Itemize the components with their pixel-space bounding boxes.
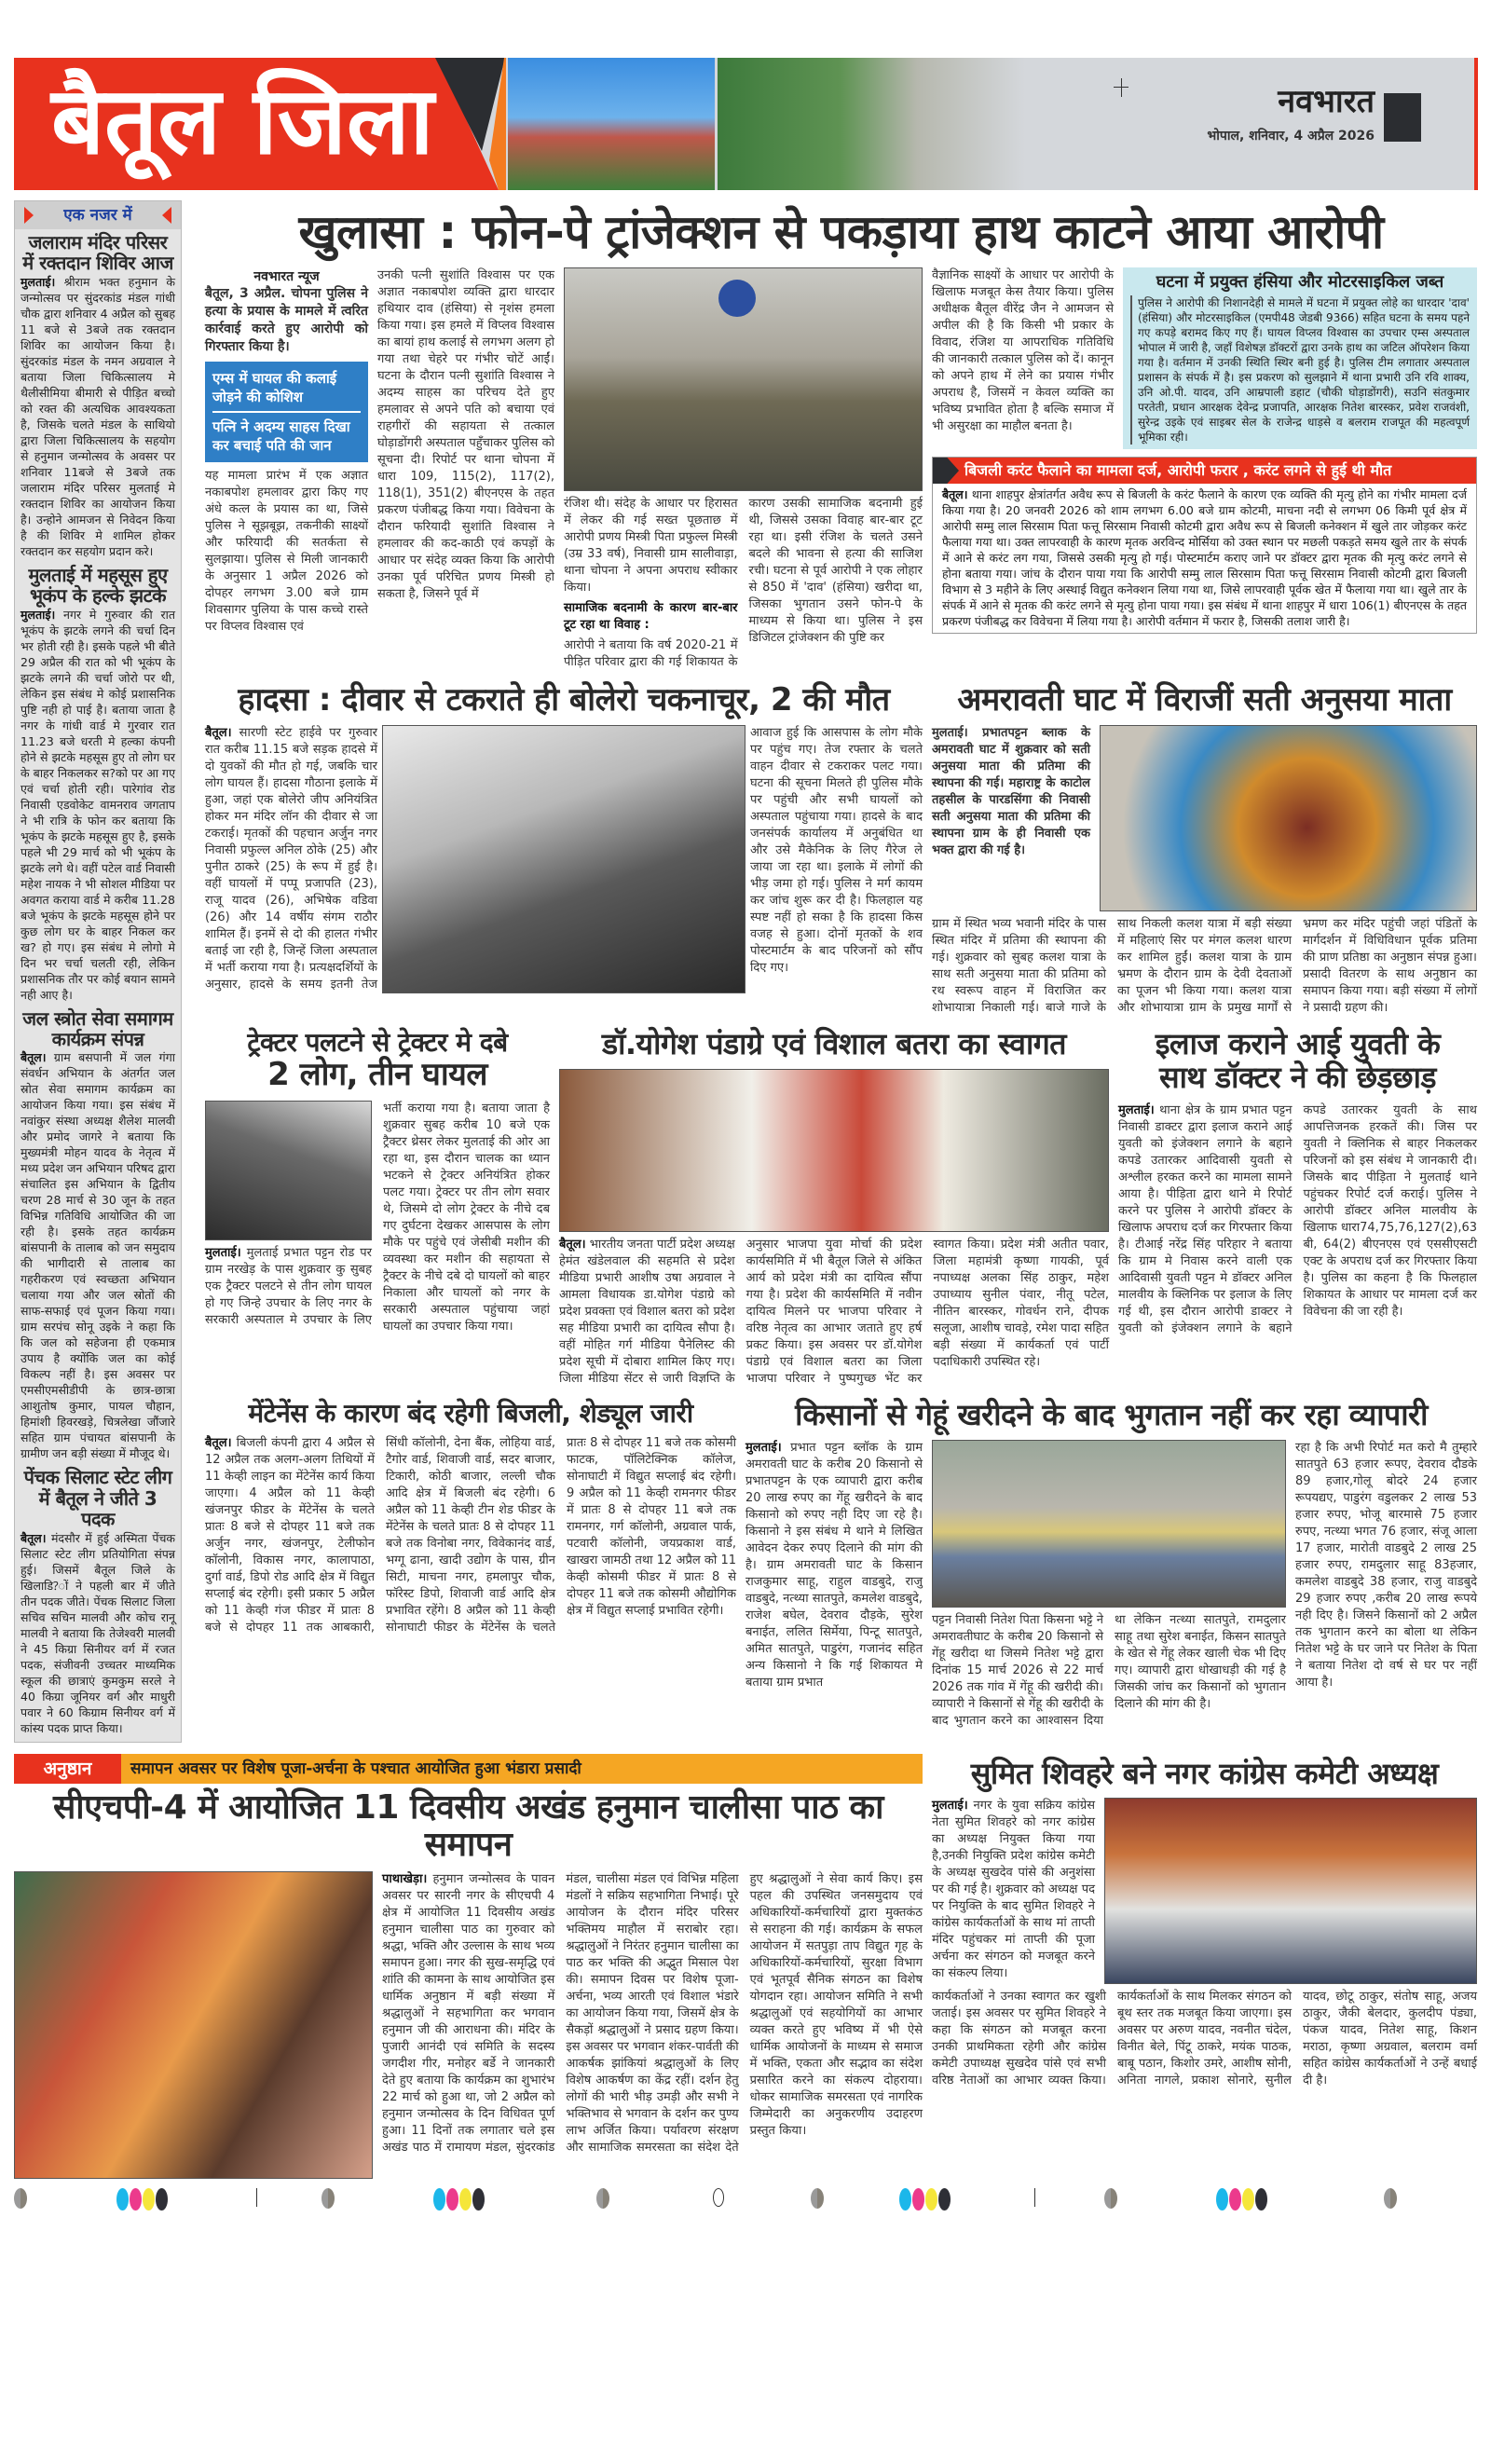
dateline: बैतूल। [21, 1530, 47, 1545]
maintenance-body [205, 1435, 736, 1636]
sidebar-story [21, 565, 175, 1003]
lead-headline: खुलासा : फोन-पे ट्रांजेक्शन से पकड़ाया हाथ काटने आया आरोपी [298, 205, 1384, 259]
dateline: मुलताई। [21, 607, 56, 622]
current-story-body: थाना शाहपुर क्षेत्रांतर्गत अवैध रूप से बिजली के करंट फैलाने के कारण एक व्यक्ति की मृत्यु होने का गंभीर मामला दर्ज किया गया है। 20 जनवरी 2026 को शाम लगभग 6.00 बजे ग्राम कोटमी, माचना नदी से लगभग 06 किमी पूर्व क्षेत्र में आरोपी सम्मु लाल सिरसाम पिता फत्तू सिरसाम निवासी कोटमी द्वारा अवैध रूप से बिजली कनेक्शन में खुले तार जोड़कर करंट फैलाया गया था। उक्त लापरवाही के कारण मृतक अरविन्द मोर्सिया को उक्त स्थान पर मछली पकड़ते समय खुले तार के संपर्क में आने से करंट लग गया, जिससे उसकी मृत्यु हो गई। पोस्टमार्टम कराए जाने पर डॉक्टर द्वारा मृतक की मृत्यु करंट लगने से होना बताया गया। जांच के दौरान पाया गया कि आरोपी सम्मु लाल सिरसाम पिता फत्तू सिरसाम निवासी कोटमी द्वारा बिजली विभाग से 3 महीने के लिए अस्थाई विद्युत कनेक्शन लिया गया था, जिसे लापरवाही पूर्वक खेत में फैलाया गया था। खुले तार के संपर्क में आने से मृतक की करंट लगने से मृत्यु होना पाया गया। इस संबंध में थाना शाहपुर में धारा 106(1) बीएनएस के तहत प्रकरण पंजीबद्ध कर विवेचना में लिया गया है। आरोपी वर्तमान में फरार है, जिसकी तलाश जारी है। [942, 487, 1467, 628]
dateline: बैतूल। [205, 1436, 232, 1451]
doctor-body [1118, 1102, 1477, 1337]
paper-name: नवभारत [1278, 83, 1375, 120]
amravati-body: ग्राम में स्थित भव्य भवानी मंदिर के पास स्थित मंदिर में प्रतिमा की स्थापना की गई। शुक्रवार को सुबह कलश यात्रा के साथ सती अनुसया माता की प्रतिमा को रथ स्वरूप वाहन में विराजित कर शोभायात्रा निकाली गई। बाजे गाजे के साथ निकली कलश यात्रा में बड़ी संख्या में महिलाएं सिर पर मंगल कलश धारण कर शामिल हुईं। कलश यात्रा के ग्राम भ्रमण के दौरान ग्राम के देवी देवताओं का पूजन भी किया गया। कलश यात्रा और शोभायात्रा ग्राम के प्रमुख मार्गों से भ्रमण कर मंदिर पहुंची जहां पंडितों के मार्गदर्शन में विधिविधान पूर्वक प्रतिमा की प्राण प्रतिष्ठा का अनुष्ठान संपन्न हुआ। प्रसादी वितरण के साथ अनुष्ठान का समापन किया गया। बड़ी संख्या में लोगों ने प्रसादी ग्रहण की। [932, 917, 1477, 1016]
tractor-headline-2: 2 लोग, तीन घायल [267, 1056, 487, 1094]
accident-story [205, 682, 923, 993]
callout-line-2: पत्नि ने अदम्य साहस दिखा कर बचाई पति की जान [212, 418, 350, 454]
story1-col-a [205, 267, 368, 636]
current-story-headline: बिजली करंट फैलाने का मामला दर्ज, आरोपी फरार , करंट लगने से हुई थी मौत [964, 461, 1392, 479]
banner-text: समापन अवसर पर विशेष पूजा-अर्चना के पश्चात आयोजित हुआ भंडारा प्रसादी [130, 1759, 581, 1778]
ritual-banner [14, 1754, 923, 1784]
sidebar-headline: मुलताई में महसूस हुए भूकंप के हल्के झटके [28, 563, 168, 608]
dateline: बैतूल। [205, 726, 232, 741]
chp-body [382, 1871, 923, 2156]
masthead-red-edge [1474, 58, 1478, 190]
cmyk-dots-icon [433, 2188, 486, 2214]
sidebar-body: श्रीराम भक्त हनुमान के जन्मोत्सव पर सुंदरकांड मंडल गांधी चौक द्वारा शनिवार 4 अप्रैल को सुबह 11 बजे से 3बजे तक रक्तदान शिविर का आयोजन किया है। सुंदरकांड मंडल के नमन अग्रवाल ने बताया जिला चिकित्सालय मे थैलीसीमिया बीमारी से पीड़ित बच्चो को रक्त की अत्यधिक आवश्यकता है, जिसके चलते मंडल के साथियो द्वारा जिला चिकित्सालय के सहयोग से हनुमान जन्मोत्सव के अवसर पर शनिवार 11बजे से 3बजे तक जलाराम मंदिर परिसर मुलताई मे रक्तदान शिविर का आयोजन किया है। उन्होने आमजन से निवेदन किया है की शिविर मे शामिल होकर रक्तदान कर सहयोग प्रदान करे। [21, 274, 175, 558]
cmyk-dots-icon [1216, 2188, 1268, 2214]
crosshair-icon [256, 2188, 257, 2207]
temple-photo [508, 58, 715, 190]
tractor-story [205, 1028, 550, 1335]
dateline: पाथाखेड़ा। [382, 1872, 428, 1887]
doctor-headline-1: इलाज कराने आई युवती के [1155, 1026, 1441, 1062]
grey-dot-icon [1104, 2188, 1117, 2209]
dateline: बैतूल। [21, 1050, 47, 1065]
farmers-body-a-text: प्रभात पट्टन ब्लॉक के ग्राम अमरावती घाट के करीब 20 किसानो से प्रभातपट्टन के एक व्यापारी द्वारा करीब 20 लाख रुपए का गेंहू खरीदने के बाद किसानो को रुपए नही दिए जा रहे है। किसानो ने इस संबंध मे थाने मे लिखित आवेदन देकर रुपए दिलाने की मांग की है। ग्राम अमरावती घाट के किसान राजकुमार साहू, राहुल वाडबुदे, राजु वाडबुदे, नत्थ्या सातपुते, कमलेश वाडबुदे, राजेश बघेल, देवराव दौड़के, सुरेश बनाईत, ललित सिर्मेया, पिन्टू सातपुते, अमित सातपुते, पाडुरंग, गजानंद सहित अन्य किसानो ने कि गई शिकायत मे बताया ग्राम प्रभात [746, 1440, 923, 1690]
edition-dateline: भोपाल, शनिवार, 4 अप्रैल 2026 [1207, 129, 1375, 144]
arrow-left-icon [162, 207, 171, 224]
farmers-group-photo [932, 1440, 1286, 1608]
section-title: बैतूल जिला [51, 66, 434, 175]
paper-logo-block [1384, 93, 1421, 142]
dateline: मुलताई। [1118, 1102, 1155, 1117]
grey-dot-icon [14, 2188, 27, 2209]
yogesh-body-text: भारतीय जनता पार्टी प्रदेश अध्यक्ष हेमंत खंडेलवाल की सहमति से प्रदेश मीडिया प्रभारी आशीष उषा अग्रवाल ने आमला विधायक डा.योगेश पंडाग्रे को प्रदेश प्रवक्ता एवं विशाल बतरा को प्रदेश सह मीडिया प्रभारी का दायित्व सौपा है। वहीं मोहित गर्ग मीडिया पैनेलिस्ट की प्रदेश सूची में दोबारा शामिल किए गए। जिला मीडिया सेंटर से जारी विज्ञप्ति के अनुसार भाजपा युवा मोर्चा की प्रदेश कार्यसमिति में भी बैतूल जिले से अंकित आर्य को प्रदेश मंत्री का दायित्व सौंपा गया है। प्रदेश की कार्यसमिति में नवीन दायित्व मिलने पर भाजपा परिवार ने वरिष्ठ नेतृत्व का आभार जताते हुए हर्ष प्रकट किया। इस अवसर पर डॉ.योगेश पंडाग्रे एवं विशाल बतरा का जिला भाजपा परिवार ने पुष्पगुच्छ भेंट कर स्वागत किया। प्रदेश मंत्री अतीत पवार, जिला महामंत्री कृष्णा गायकी, पूर्व नपाध्यक्ष अलका सिंह ठाकुर, महेश उपाध्याय सुनील पंवार, नीतू पटेल, नीतिन बारस्कर, गोवर्धन राने, दीपक सलूजा, आशीष चावड़े, रमेश पादा सहित बड़ी संख्या में कार्यकर्ता एवं पार्टी पदाधिकारी उपस्थित रहे। [559, 1237, 1109, 1386]
cmyk-dots-icon [116, 2188, 169, 2214]
story1-col-c [564, 267, 923, 671]
bottom-section [14, 1754, 1477, 2180]
chp-body-text: हनुमान जन्मोत्सव के पावन अवसर पर सारनी नगर के सीएचपी 4 क्षेत्र में आयोजित 11 दिवसीय अखंड हनुमान चालीसा पाठ का गुरुवार को श्रद्धा, भक्ति और उल्लास के साथ भव्य समापन हुआ। नगर की सुख-समृद्धि एवं शांति की कामना के साथ आयोजित इस धार्मिक अनुष्ठान में बड़ी संख्या में श्रद्धालुओं ने सहभागिता कर भगवान हनुमान जी की आराधना की। मंदिर के पुजारी आनंदी एवं समिति के सदस्य जगदीश गीर, मनोहर बर्डे ने जानकारी देते हुए बताया कि कार्यक्रम का शुभारंभ 22 मार्च को हुआ था, जो 2 अप्रैल को हनुमान जन्मोत्सव के दिन विधिवत पूर्ण हुआ। 11 दिनों तक लगातार चले इस अखंड पाठ में रामायण मंडल, सुंदरकांड मंडल, चालीसा मंडल एवं विभिन्न महिला मंडलों ने सक्रिय सहभागिता निभाई। पूरे आयोजन के दौरान मंदिर परिसर भक्तिमय माहौल में सराबोर रहा। श्रद्धालुओं ने निरंतर हनुमान चालीसा का पाठ कर भक्ति की अद्भुत मिसाल पेश की। समापन दिवस पर विशेष पूजा-अर्चना, भव्य आरती एवं विशाल भंडारे का आयोजन किया गया, जिसमें क्षेत्र के सैकड़ों श्रद्धालुओं ने प्रसाद ग्रहण किया। इस अवसर पर भगवान शंकर-पार्वती की आकर्षक झांकियां श्रद्धालुओं के लिए विशेष आकर्षण का केंद्र रहीं। दर्शन हेतु लोगों की भारी भीड़ उमड़ी और सभी ने भक्तिभाव से भगवान के दर्शन कर पुण्य लाभ अर्जित किया। पर्यावरण संरक्षण और सामाजिक समरसता का संदेश देते हुए श्रद्धालुओं ने सेवा कार्य किए। इस पहल की उपस्थित जनसमुदाय एवं अधिकारियों-कर्मचारियों द्वारा मुक्तकंठ से सराहना की गई। कार्यक्रम के सफल आयोजन में सतपुड़ा ताप विद्युत गृह के अधिकारियों-कर्मचारियों, सुरक्षा विभाग एवं भूतपूर्व सैनिक संगठन का विशेष योगदान रहा। आयोजन समिति ने सभी श्रद्धालुओं एवं सहयोगियों का आभार व्यक्त करते हुए भविष्य में भी ऐसे धार्मिक आयोजनों के माध्यम से समाज में भक्ति, एकता और सद्भाव का संदेश प्रसारित करने का संकल्प दोहराया। धोकर सामाजिक समरसता एवं नागरिक जिम्मेदारी का अनुकरणीय उदाहरण प्रस्तुत किया। [382, 1872, 923, 2156]
yogesh-headline: डॉ.योगेश पंडाग्रे एवं विशाल बतरा का स्वागत [601, 1026, 1066, 1062]
anusaya-mata-photo [1100, 725, 1477, 911]
grey-dot-icon [321, 2188, 335, 2209]
target-icon [713, 2188, 724, 2207]
police-arrest-photo [564, 267, 923, 491]
arrow-right-icon [933, 458, 959, 484]
story1-body-c [564, 496, 923, 671]
hanuman-jhanki-photo [14, 1871, 373, 2179]
sidebar-headline: जलाराम मंदिर परिसर में रक्तदान शिविर आज [22, 231, 173, 275]
dateline: मुलताई। [746, 1440, 782, 1455]
story1-body-e: वैज्ञानिक साक्ष्यों के आधार पर आरोपी के खिलाफ मजबूत केस तैयार किया। पुलिस अधीक्षक बैतूल वीरेंद्र जैन ने आमजन से अपील की है कि किसी भी प्रकार के विवाद, रंजिश या आपराधिक गतिविधि की जानकारी तत्काल पुलिस को दें। कानून को अपने हाथ में लेने का प्रयास गंभीर अपराध है, जिसमें न केवल व्यक्ति का भविष्य प्रभावित होता है बल्कि समाज में भी असुरक्षा का माहौल बनता है। [932, 268, 1114, 433]
sidebar-body: नगर मे गुरुवार की रात भूकंप के झटके लगने की चर्चा दिन भर होती रही है। इसके पहले भी बीते 29 अप्रैल की रात को भी भूकंप के झटके लगने की चर्चा जोरो पर थी, लेकिन इस संबंध मे कोई प्रशासनिक पुष्टि नही हो पाई है। बताया जाता है नगर के गांधी वार्ड मे गुरवार रात 11.23 बजे धरती मे हल्का कंपनी होने से झटके महसूस हुए तो लोग घर के बाहर निकलकर स?को पर आ गए एवं चर्चा होती रही। पारेगांव रोड निवासी एडवोकेट वामनराव जगताप ने भी रात्रि के फोन कर बताया कि भूकंप के झटके महसूस हुए है, इसके पहले भी 29 मार्च को भी भूकंप के झटके लगे थे। वहीं पटेल वार्ड निवासी महेश नायक ने भी सोशल मीडिया पर अवगत कराया वार्ड मे करीब 11.28 बजे भूकंप के झटके महसूस होने पर कुछ लोग घर के बाहर निकल कर ख? हो गए। इस संबंध मे लोगो मे दिन भर चर्चा चलती रही, लेकिन प्रशासनिक तौर पर कोई बयान सामने नही आए है। [21, 607, 175, 1002]
sidebar-header [15, 201, 181, 229]
sidebar-story [21, 1008, 175, 1462]
accident-headline: हादसा : दीवार से टकराते ही बोलेरो चकनाचूर, 2 की मौत [238, 681, 890, 719]
banner-label: अनुष्ठान [14, 1754, 121, 1784]
congress-workers-photo [1104, 1798, 1477, 1984]
sidebar-story [21, 1467, 175, 1735]
sidebar-story [21, 232, 175, 559]
tractor-photo [205, 1101, 372, 1240]
row-3 [205, 1028, 1477, 1388]
crosshair-mark [1121, 78, 1122, 97]
maintenance-story [205, 1399, 736, 1636]
box-title: घटना में प्रयुक्त हंसिया और मोटरसाइकिल जब्त [1156, 272, 1444, 292]
story1-body-a: यह मामला प्रारंभ में एक अज्ञात नकाबपोश हमलावर द्वारा किए गए अंधे कत्ल के प्रयास का था, जिसे पुलिस ने सूझबूझ, तकनीकी साक्ष्यों और फरियादी की सतर्कता से सुलझाया। पुलिस से मिली जानकारी के अनुसार 1 अप्रैल 2026 को दोपहर लगभग 3.00 बजे ग्राम शिवसागर पुलिया के पास कच्चे रास्ते पर विप्लव विश्वास एवं [205, 469, 368, 634]
chp-headline: सीएचपी-4 में आयोजित 11 दिवसीय अखंड हनुमान चालीसा पाठ का समापन [52, 1787, 884, 1864]
fort-photo [718, 58, 1025, 190]
welcome-ceremony-photo [559, 1069, 1109, 1232]
dateline: मुलताई। [932, 1799, 968, 1814]
sumit-body-a [932, 1798, 1095, 1982]
sidebar-body: मंदसौर में हुई अस्मिता पेंचक सिलाट स्टेट लीग प्रतियोगिता संपन्न हुई। जिसमें बैतूल जिले के खिलाडि?ों ने पहली बार में जीते तीन पदक जीते। पेंचक सिलाट जिला सचिव सचिन मालवी और कोच रानू मालवी ने बताया कि तेजेश्वरी मालवी ने 45 किग्रा सिनीयर वर्ग में रजत पदक, संजीवनी उच्चतर माध्यमिक स्कूल की छात्राएं कुमकुम सरले ने 40 किग्रा जूनियर वर्ग और माधुरी पवार ने 60 किग्राम सिनीयर वर्ग में कांस्य पदक प्राप्त किया। [21, 1530, 175, 1735]
grey-dot-icon [811, 2188, 824, 2209]
dateline: बैतूल। [559, 1237, 586, 1252]
registration-marks [14, 2188, 1477, 2212]
row-1 [205, 267, 1477, 671]
grey-dot-icon [1384, 2188, 1397, 2209]
box-body: पुलिस ने आरोपी की निशानदेही से मामले में घटना में प्रयुक्त लोहे का धारदार 'दाव' (हंसिया) और मोटरसाइकिल (एमपी48 जेडबी 9366) सहित घटना के समय पहने गए कपड़े बरामद किए गए हैं। घायल विप्लव विश्वास का उपचार एम्स अस्पताल भोपाल में जारी है, जहाँ विशेषज्ञ डॉक्टरों द्वारा उनके हाथ का जटिल ऑपरेशन किया गया है। वर्तमान में उनकी स्थिति स्थिर बनी हुई है। पुलिस टीम लगातार अस्पताल प्रशासन के संपर्क में है। इस प्रकरण को सुलझाने में थाना प्रभारी उनि रवि शाक्य, उनि ओ.पी. यादव, उनि आम्रपाली डहाट (चौकी घोड़ाडोंगरी), सउनि संतकुमार परतेती, प्रधान आरक्षक देवेन्द्र प्रजापति, आरक्षक नितेश बारस्कर, प्रवेश राजवंशी, सुरेन्द्र उइके एवं साइबर सेल के राजेन्द्र धाड़से व बलराम राजपूत की महत्वपूर्ण भूमिका रही। [1130, 295, 1470, 445]
story1-byline: नवभारत न्यूज [253, 269, 320, 284]
maintenance-headline: मेंटेनेंस के कारण बंद रहेगी बिजली, शेड्यूल जारी [248, 1397, 693, 1429]
farmers-body-b: पट्टन निवासी नितेश पिता किसना भट्टे ने अमरावतीघाट के करीब 20 किसानो से गेंहू खरीदा था जिसमे नितेश भट्टे द्वारा दिनांक 15 मार्च 2026 से 22 मार्च 2026 तक गांव में गेंहू की खरीदी की। व्यापारी ने किसानों से गेंहू की खरीदी के बाद भुगतान करने का आश्वासन दिया था लेकिन नत्थ्या सातपुते, रामदुलार साहू तथा सुरेश बनाईत, किसन सातपुते के खेत से गेंहू लेकर खाली चेक भी दिए गए। व्यापारी द्वारा धोखाधड़ी की गई है जिसकी जांच कर किसानों को भुगतान दिलाने की मांग की है। [932, 1612, 1286, 1728]
sumit-headline: सुमित शिवहरे बने नगर कांग्रेस कमेटी अध्यक्ष [970, 1755, 1439, 1791]
row-2 [205, 682, 1477, 1017]
grey-dot-icon [596, 2188, 609, 2209]
story1-body-b: उनकी पत्नी सुशांति विश्वास पर एक अज्ञात नकाबपोश व्यक्ति द्वारा धारदार हथियार दाव (हंसिया) से नृशंस हमला किया गया। इस हमले में विप्लव विश्वास का बायां हाथ कलाई से लगभग अलग हो गया तथा चेहरे पर गंभीर चोटें आईं। घटना के दौरान पत्नी सुशांति विश्वास ने अदम्य साहस का परिचय देते हुए हमलावर से अपने पति को बचाया एवं राहगीरों की सहायता से तत्काल घोड़ाडोंगरी अस्पताल पहुँचाकर पुलिस को सूचना दी। रिपोर्ट पर थाना चोपना में धारा 109, 115(2), 117(2), 118(1), 351(2) बीएनएस के तहत प्रकरण पंजीबद्ध किया गया। विवेचना के दौरान फरियादी सुशांति विश्वास ने हमलावर की कद-काठी एवं कपड़ों के आधार पर संदेह व्यक्त किया कि आरोपी उनका पूर्व परिचित प्रणय मिस्त्री हो सकता है, जिसने पूर्व में [377, 268, 554, 601]
arrow-right-icon [24, 207, 34, 224]
story1-callout [205, 362, 368, 462]
story1-body-d: आरोपी ने बताया कि वर्ष 2020-21 में पीड़ित परिवार द्वारा की गई शिकायत के कारण उसकी सामाजिक बदनामी हुई थी, जिससे उसका विवाह बार-बार टूट रहा था। इसी रंजिश के चलते उसने बदले की भावना से हत्या की साजिश रची। घटना से पूर्व आरोपी ने एक लोहार से 850 में 'दाव' (हंसिया) खरीदा था, जिसका भुगतान उसने फोन-पे के माध्यम से किया था। पुलिस ने इस डिजिटल ट्रांजेक्शन की पुष्टि कर [564, 497, 923, 669]
amravati-headline: अमरावती घाट में विराजीं सती अनुसया माता [957, 681, 1452, 719]
maintenance-body-text: बिजली कंपनी द्वारा 4 अप्रैल से 12 अप्रैल तक अलग-अलग तिथियों में 11 केव्ही लाइन का मेंटेनेंस कार्य किया जाएगा। 4 अप्रैल को 11 केव्ही खंजनपुर फीडर के मेंटेनेंस के चलते प्रातः 8 बजे से दोपहर 11 बजे तक अर्जुन नगर, खंजनपुर, टेलीफोन कॉलोनी, विकास नगर, कालापाठा, दुर्गा वार्ड, डिपो रोड आदि क्षेत्र में विद्युत सप्लाई बंद रहेगी। इसी प्रकार 5 अप्रैल को 11 केव्ही गंज फीडर में प्रातः 8 बजे से दोपहर 11 तक आबकारी, सिंधी कॉलोनी, देना बैंक, लोहिया वार्ड, टैगोर वार्ड, शिवाजी वार्ड, सदर बाजार, टिकारी, कोठी बाजार, लल्ली चौक आदि क्षेत्र में बिजली बंद रहेगी। 6 अप्रैल को 11 केव्ही टीन शेड फीडर के मेंटेनेंस के चलते प्रातः 8 से दोपहर 11 बजे तक विनोबा नगर, विवेकानंद वार्ड, भग्गू ढाना, खादी उद्योग के पास, ग्रीन सिटी, माचना नगर, हमलापुर चौक, फॉरेस्ट डिपो, शिवाजी वार्ड आदि क्षेत्र प्रभावित रहेंगे। 8 अप्रैल को 11 केव्ही सोनाघाटी फीडर के मेंटेनेंस के चलते प्रातः 8 से दोपहर 11 बजे तक कोसमी फाटक, पॉलिटेक्निक कॉलेज, सोनाघाटी में विद्युत सप्लाई बंद रहेगी। 9 अप्रैल को 11 केव्ही रामनगर फीडर में प्रातः 8 से दोपहर 11 बजे तक रामनगर, गर्ग कॉलोनी, अग्रवाल पार्क, पटवारी कॉलोनी, जयप्रकाश वार्ड, खाखरा जामठी तथा 12 अप्रैल को 11 केव्ही कोसमी फीडर में प्रातः 8 से दोपहर 11 बजे तक कोसमी औद्योगिक क्षेत्र में विद्युत सप्लाई प्रभावित रहेगी। [205, 1436, 736, 1636]
tractor-body [205, 1101, 550, 1335]
sidebar-header-label: एक नजर में [63, 206, 132, 225]
tractor-body-text: मुलताई प्रभात पट्टन रोड पर ग्राम नरखेड़ के पास शुक्रवार कु सुबह एक ट्रैक्टर पलटने से तीन लोग घायल हो गए जिन्हे उपचार के लिए नगर के सरकारी अस्पताल मे उपचार के लिए भर्ती कराया गया है। बताया जाता है शुक्रवार सुबह करीब 10 बजे एक ट्रैक्टर थ्रेसर लेकर मुलताई की ओर आ रहा था, इस दौरान चालक का ध्यान भटकने से ट्रेक्टर अनियंत्रित होकर पलट गया। ट्रेक्टर पर तीन लोग सवार थे, जिसमे दो लोग ट्रेक्टर के नीचे दब गए दुर्घटना देखकर आसपास के लोग मौके पर पहुंचे एवं जेसीबी मशीन की व्यवस्था कर मशीन की सहायता से ट्रैक्टर के नीचे दबे दो घायलों को बाहर निकाला और घायलों को नगर के सरकारी अस्पताल पहुंचाया जहां घायलों का उपचार किया गया। [205, 1101, 550, 1334]
yogesh-body [559, 1237, 1109, 1388]
wrecked-bolero-photo [382, 725, 746, 993]
police-logo-icon [718, 280, 756, 317]
callout-line-1: एम्स में घायल की कलाई जोड़ने की कोशिश [212, 369, 361, 413]
doctor-headline-2: साथ डॉक्टर ने की छेड़छाड़ [1158, 1059, 1436, 1095]
crosshair-mark-h [1114, 87, 1129, 88]
tractor-headline-1: ट्रेक्टर पलटने से ट्रेक्टर मे दबे [247, 1027, 508, 1059]
sumit-body-a-text: नगर के युवा सक्रिय कांग्रेस नेता सुमित शिवहरे को नगर कांग्रेस का अध्यक्ष नियुक्त किया गया है,उनकी नियुक्ति प्रदेश कांग्रेस कमेटी के अध्यक्ष सुखदेव पांसे की अनुशंसा पर की गई है। शुक्रवार को अध्यक्ष पद पर नियुक्ति के बाद सुमित शिवहरे ने कांग्रेस कार्यकर्ताओं के साथ मां ताप्ती मंदिर पहुंचकर मां ताप्ती की पूजा अर्चना कर संगठन को मजबूत करने का संकल्प लिया। [932, 1799, 1095, 1981]
dateline: बैतूल। [942, 487, 968, 501]
crosshair-icon [1034, 2188, 1035, 2207]
sidebar-headline: पेंचक सिलाट स्टेट लीग में बैतूल ने जीते 3 पदक [23, 1466, 172, 1531]
amravati-story [932, 682, 1477, 1017]
sidebar-headline: जल स्त्रोत सेवा समागम कार्यक्रम संपन्न [22, 1006, 173, 1050]
cmyk-dots-icon [899, 2188, 951, 2214]
masthead [14, 58, 1478, 190]
sidebar-body: ग्राम बसपानी में जल गंगा संवर्धन अभियान के अंतर्गत जल स्रोत सेवा समागम कार्यक्रम का आयोजन किया गया। इस संबंध में नवांकुर संस्था अध्यक्ष शैलेश मालवी और प्रमोद जागरे ने बताया कि मुख्यमंत्री मोहन यादव के नेतृत्व में मध्य प्रदेश जन अभियान परिषद द्वारा संचालित इस अभियान के द्वितीय चरण 28 मार्च से 30 जून के तहत विभिन्न गतिविधि आयोजित की जा रही है। इसके तहत कार्यक्रम बांसपानी के तालाब को जन समुदाय की भागीदारी से तालाब का गहरीकरण एवं स्वच्छता अभियान चलाया गया और जल स्रोतों की साफ-सफाई एवं पूजन किया गया। ग्राम सरपंच सोनू उइके ने कहा कि कि जल को सहेजना ही एकमात्र उपाय है क्योंकि जल का कोई विकल्प नहीं है। इस अवसर पर एमसीएमसीडीपी के छात्र-छात्रा आशुतोष कुमार, पायल चौहान, हिमांशी हिवरखड़े, चित्रलेखा जौंजारे सहित ग्राम पंचायत बांसपानी के ग्रामीण जन बड़ी संख्या में मौजूद थे। [21, 1050, 175, 1461]
story1-subhead: सामाजिक बदनामी के कारण बार-बार टूट रहा था विवाह : [564, 601, 738, 632]
accident-text-wrap [205, 725, 923, 993]
accident-body-text: सारणी स्टेट हाईवे पर गुरुवार रात करीब 11.15 बजे सड़क हादसे में दो युवकों की मौत हो गई, जबकि चार लोग घायल हैं। हादसा गौठाना इलाके में हुआ, जहां एक बोलेरो जीप अनियंत्रित होकर मन मंदिर लॉन की दीवार से जा टकराई। मृतकों की पहचान अर्जुन नगर निवासी प्रफुल्ल अनिल ठोके (25) और पुनीत ठाकरे (25) के रूप में हुई है। वहीं घायलों में पप्पू प्रजापति (23), राजू यादव (26), अभिषेक वडिवा (26) और 14 वर्षीय संगम राठौर शामिल हैं। इनमें से दो की हालत गंभीर बताई जा रही है, जिन्हें जिला अस्पताल में भर्ती कराया गया है। प्रत्यक्षदर्शियों के अनुसार, हादसे के समय इतनी तेज आवाज हुई कि आसपास के लोग मौके पर पहुंच गए। तेज रफ्तार के चलते वाहन दीवार से टकराकर पलट गया। घटना की सूचना मिलते ही पुलिस मौके पर पहुंची और सभी घायलों को अस्पताल पहुंचाया गया। हादसे के बाद जनसंपर्क कार्यालय में अनुबंधित था और उसे मैकेनिक के लिए गैरेज ले जाया जा रहा था। इलाके में लोगों की भीड़ जमा हो गई। पुलिस ने मर्ग कायम कर जांच शुरू कर दी है। फिलहाल यह स्पष्ट नहीं हो सका है कि हादसा किस वजह से हुआ। दोनों मृतकों के शव पोस्टमार्टम के बाद परिजनों को सौंप दिए गए। [205, 726, 923, 992]
current-story-bar [933, 458, 1476, 484]
sumit-body-b: कार्यकर्ताओं ने उनका स्वागत कर खुशी जताई। इस अवसर पर सुमित शिवहरे ने कहा कि संगठन को मजबूत करना उनकी प्राथमिकता रहेगी और कांग्रेस कमेटी उपाध्यक्ष सुखदेव पांसे एवं सभी वरिष्ठ नेताओं का आभार व्यक्त किया। कार्यकर्ताओं के साथ मिलकर संगठन को बूथ स्तर तक मजबूत किया जाएगा। इस अवसर पर अरुण यादव, नवनीत चंदेल, विनीत बेले, पिंटू ठाकरे, मयंक पाठक, बाबू पठान, किशोर उमरे, आशीष सोनी, अनिता नागले, प्रकाश सोनारे, सुनील यादव, छोटू ठाकुर, संतोष साहू, अजय ठाकुर, जैकी बेलदार, कुलदीप पंड्या, पंकज यादव, नितेश साहू, किशन मराठा, कृष्णा अग्रवाल, बलराम वर्मा सहित कांग्रेस कार्यकर्ताओं ने उन्हें बधाई दी है। [932, 1990, 1477, 2088]
seized-items-box [1123, 267, 1477, 449]
farmers-body-c: रहा है कि अभी रिपोर्ट मत करो मै तुम्हारे सातपुते 63 हजार रूपए, देवराव दौडके 89 हजार,गोलू बोदरे 24 हजार रूपयद्यए, पाडुरंग वडुलकर 2 लाख 53 हजार रुपए, भोजू बारमासे 75 हजार रुपए, नत्थ्या भगत 76 हजार, संजू आला 17 हजार, मारोती वाडबुदे 2 लाख 25 हजार रुपए, रामदुलार साहू 83हजार, कमलेश वाडबुदे 38 हजार, राजु वाडबुदे 29 हजार रुपए ,करीब 20 लाख रूपये नही दिए है। जिसने किसानों को 2 अप्रैल तक भुगतान करने का बोला था लेकिन नितेश भट्टे के घर जाने पर नितेश के पिता ने बताया नितेश दो वर्ष से घर पर नहीं आया है। [1295, 1440, 1477, 1690]
main-content [205, 200, 1477, 1730]
story1-right [932, 267, 1477, 634]
story1-lead: बैतूल, 3 अप्रैल. चोपना पुलिस ने हत्या के प्रयास के मामले में त्वरित कार्रवाई करते हुए आरोपी को गिरफ्तार किया है। [205, 286, 368, 354]
chp-story [14, 1754, 923, 2180]
farmers-story [746, 1396, 1477, 1730]
amravati-lead: मुलताई। प्रभातपट्टन ब्लाक के अमरावती घाट में शुक्रवार को सती अनुसया माता की प्रतिमा की स्थापना की गई। महाराष्ट्र के काटोल तहसील के पारडसिंगा की निवासी सती अनुसया माता की प्रतिमा की स्थापना ग्राम के ही निवासी एक भक्त द्वारा की गई है। [932, 726, 1090, 858]
row-4 [205, 1396, 1477, 1730]
story1-body-c-text: रंजिश थी। संदेह के आधार पर हिरासत में लेकर की गई सख्त पूछताछ में आरोपी प्रणय मिस्त्री पिता प्रफुल्ल मिस्त्री (उम्र 33 वर्ष), निवासी ग्राम सालीवाड़ा, थाना चोपना ने अपना अपराध स्वीकार किया। [564, 497, 738, 595]
doctor-body-text: थाना क्षेत्र के ग्राम प्रभात पट्टन निवासी डाक्टर द्वारा इलाज कराने आई युवती को इंजेक्शन लगाने के बहाने कपडे उतारकर आदिवासी युवती से अश्लील हरकत करने का मामला सामने आया है। पीड़िता द्वारा थाने मे रिपोर्ट करने पर पुलिस ने आरोपी डॉक्टर के खिलाफ अपराध दर्ज कर गिरफ्तार किया है। टीआई नरेंद्र सिंह परिहार ने बताया कि ग्राम मे निवास करने वाली एक आदिवासी युवती पट्टन मे डॉक्टर अनिल मालवीय के क्लिनिक पर इलाज के लिए गई थी, इस दौरान आरोपी डाक्टर ने युवती को इंजेक्शन लगाने के बहाने कपडे उतारकर युवती के साथ आपत्तिजनक हरकतें की। जिस पर युवती ने क्लिनिक से बाहर निकलकर परिजनों को इस संबंध मे जानकारी दी। जिसके बाद पीड़िता ने मुलताई थाने पहुंचकर रिपोर्ट दर्ज कराई। पुलिस ने आरोपी डॉक्टर अनिल मालवीय के खिलाफ धारा74,75,76,127(2),63 बी, 64(2) बीएनएस एवं एससीएसटी एक्ट के अपराध दर्ज कर गिरफ्तार किया है। पुलिस का कहना है कि फिलहाल शिकायत के आधार पर मामला दर्ज कर विवेचना की जा रही है। [1118, 1102, 1477, 1335]
sidebar-ek-nazar [14, 200, 182, 1743]
story1 [205, 267, 923, 671]
farmers-headline: किसानों से गेहूं खरीदने के बाद भुगतान नहीं कर रहा व्यापारी [795, 1396, 1428, 1432]
top-section [14, 200, 1477, 1743]
sumit-story [932, 1754, 1477, 2090]
yogesh-story [559, 1028, 1109, 1388]
dateline: मुलताई। [21, 274, 56, 289]
current-story-box [932, 457, 1477, 634]
farmers-body-a [746, 1440, 923, 1691]
doctor-story [1118, 1028, 1477, 1337]
dateline: मुलताई। [205, 1245, 241, 1260]
